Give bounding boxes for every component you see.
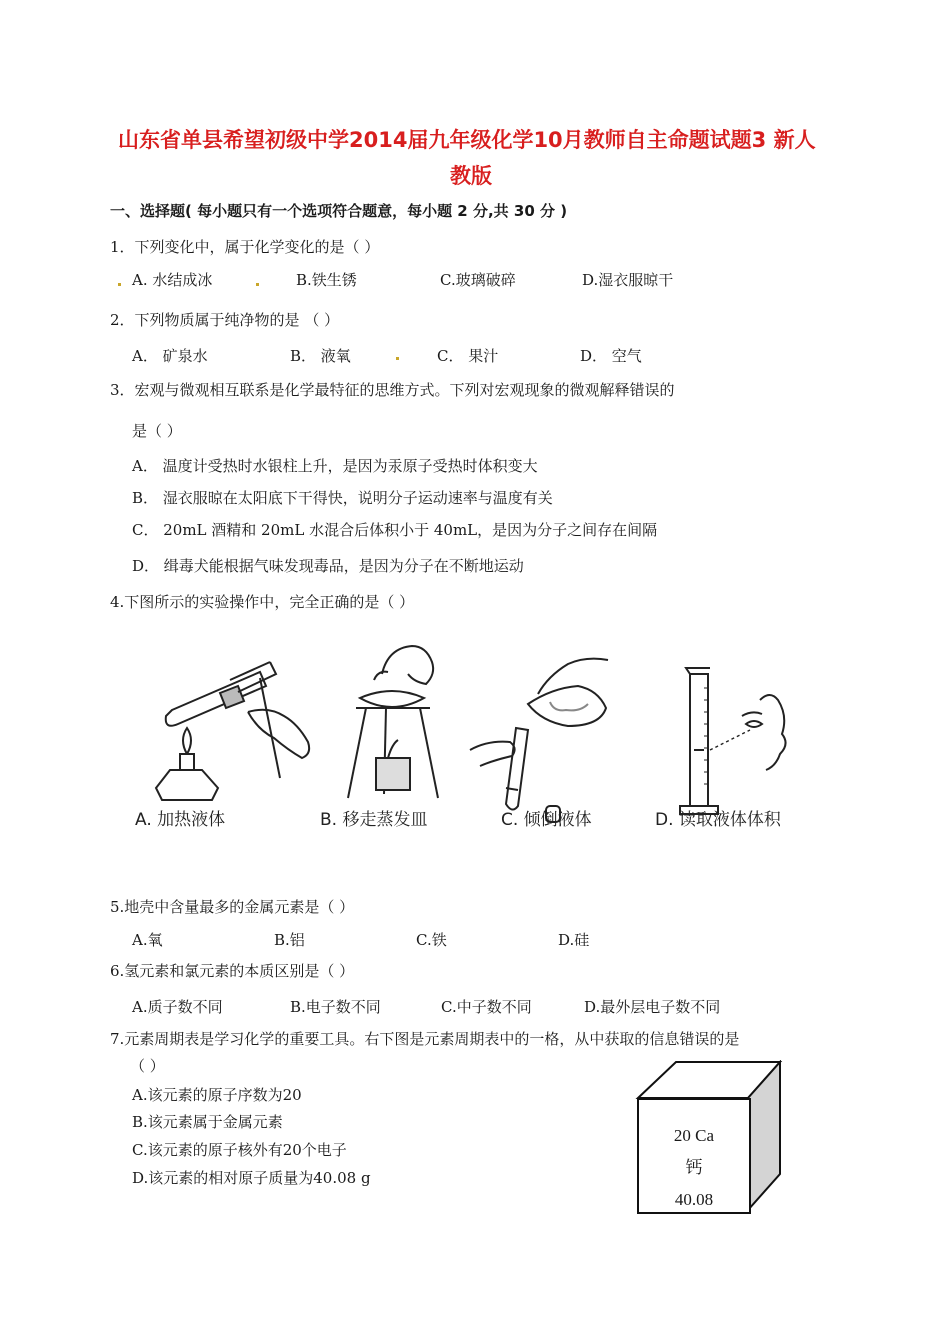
q1-option-b: B.铁生锈 — [296, 271, 357, 289]
q3-option-b: B． 湿衣服晾在太阳底下干得快，说明分子运动速率与温度有关 — [132, 489, 553, 507]
q3-option-c: C． 20mL 酒精和 20mL 水混合后体积小于 40mL，是因为分子之间存在间隔 — [132, 521, 658, 539]
section-heading: 一、选择题( 每小题只有一个选项符合题意，每小题 2 分,共 30 分 ) — [110, 202, 568, 220]
q6-option-d: D.最外层电子数不同 — [584, 998, 721, 1016]
question-2-stem: 2．下列物质属于纯净物的是 （ ） — [110, 311, 340, 329]
element-number-symbol: 20 Ca — [673, 1126, 715, 1145]
figure-caption-d: D. 读取液体体积 — [655, 810, 781, 830]
q2-option-c: C． 果汁 — [437, 347, 499, 365]
decor-dot — [256, 283, 259, 286]
figure-b-evaporating-dish — [348, 646, 438, 798]
q7-option-d: D.该元素的相对原子质量为40.08 g — [132, 1169, 371, 1187]
page-title-line2: 教版 — [450, 164, 492, 188]
element-name: 钙 — [685, 1158, 703, 1177]
q3-option-d: D． 缉毒犬能根据气味发现毒品，是因为分子在不断地运动 — [132, 557, 524, 575]
question-6-stem: 6.氢元素和氯元素的本质区别是（ ） — [110, 962, 355, 980]
q5-option-a: A.氧 — [132, 931, 163, 949]
q7-option-c: C.该元素的原子核外有20个电子 — [132, 1141, 347, 1159]
figure-caption-c: C. 倾倒液体 — [501, 810, 592, 830]
q1-option-c: C.玻璃破碎 — [440, 271, 516, 289]
q2-option-b: B． 液氧 — [290, 347, 351, 365]
figure-d-reading-volume — [680, 668, 786, 814]
question-5-stem: 5.地壳中含量最多的金属元素是（ ） — [110, 898, 355, 916]
q7-option-a: A.该元素的原子序数为20 — [132, 1086, 302, 1104]
q5-option-c: C.铁 — [416, 931, 447, 949]
question-4-stem: 4.下图所示的实验操作中，完全正确的是（ ） — [110, 593, 415, 611]
q7-option-b: B.该元素属于金属元素 — [132, 1113, 283, 1131]
q1-option-d: D.湿衣服晾干 — [582, 271, 674, 289]
q6-option-c: C.中子数不同 — [441, 998, 532, 1016]
question-7-stem-cont: （ ） — [130, 1057, 165, 1075]
element-atomic-mass: 40.08 — [674, 1190, 714, 1209]
figure-caption-b: B. 移走蒸发皿 — [320, 810, 428, 830]
decor-dot — [396, 357, 399, 360]
element-cell-calcium — [637, 1098, 751, 1214]
figure-caption-a: A. 加热液体 — [135, 810, 226, 830]
q6-option-b: B.电子数不同 — [290, 998, 381, 1016]
question-1-stem: 1．下列变化中，属于化学变化的是（ ） — [110, 238, 380, 256]
q5-option-b: B.铝 — [274, 931, 305, 949]
q1-option-a: A. 水结成冰 — [132, 271, 213, 289]
figure-a-heating-liquid — [156, 662, 309, 800]
q2-option-a: A． 矿泉水 — [132, 347, 208, 365]
question-3-stem: 3．宏观与微观相互联系是化学最特征的思维方式。下列对宏观现象的微观解释错误的 — [110, 381, 675, 399]
q5-option-d: D.硅 — [558, 931, 590, 949]
question-3-stem-cont: 是（ ） — [132, 422, 182, 440]
page-title-line1: 山东省单县希望初级中学2014届九年级化学10月教师自主命题试题3 新人 — [118, 128, 816, 152]
decor-dot — [118, 283, 121, 286]
q2-option-d: D． 空气 — [580, 347, 642, 365]
figure-c-pouring-liquid — [470, 659, 608, 822]
q6-option-a: A.质子数不同 — [132, 998, 223, 1016]
question-7-stem: 7.元素周期表是学习化学的重要工具。右下图是元素周期表中的一格，从中获取的信息错误的是 — [110, 1030, 740, 1048]
q3-option-a: A． 温度计受热时水银柱上升，是因为汞原子受热时体积变大 — [132, 457, 538, 475]
